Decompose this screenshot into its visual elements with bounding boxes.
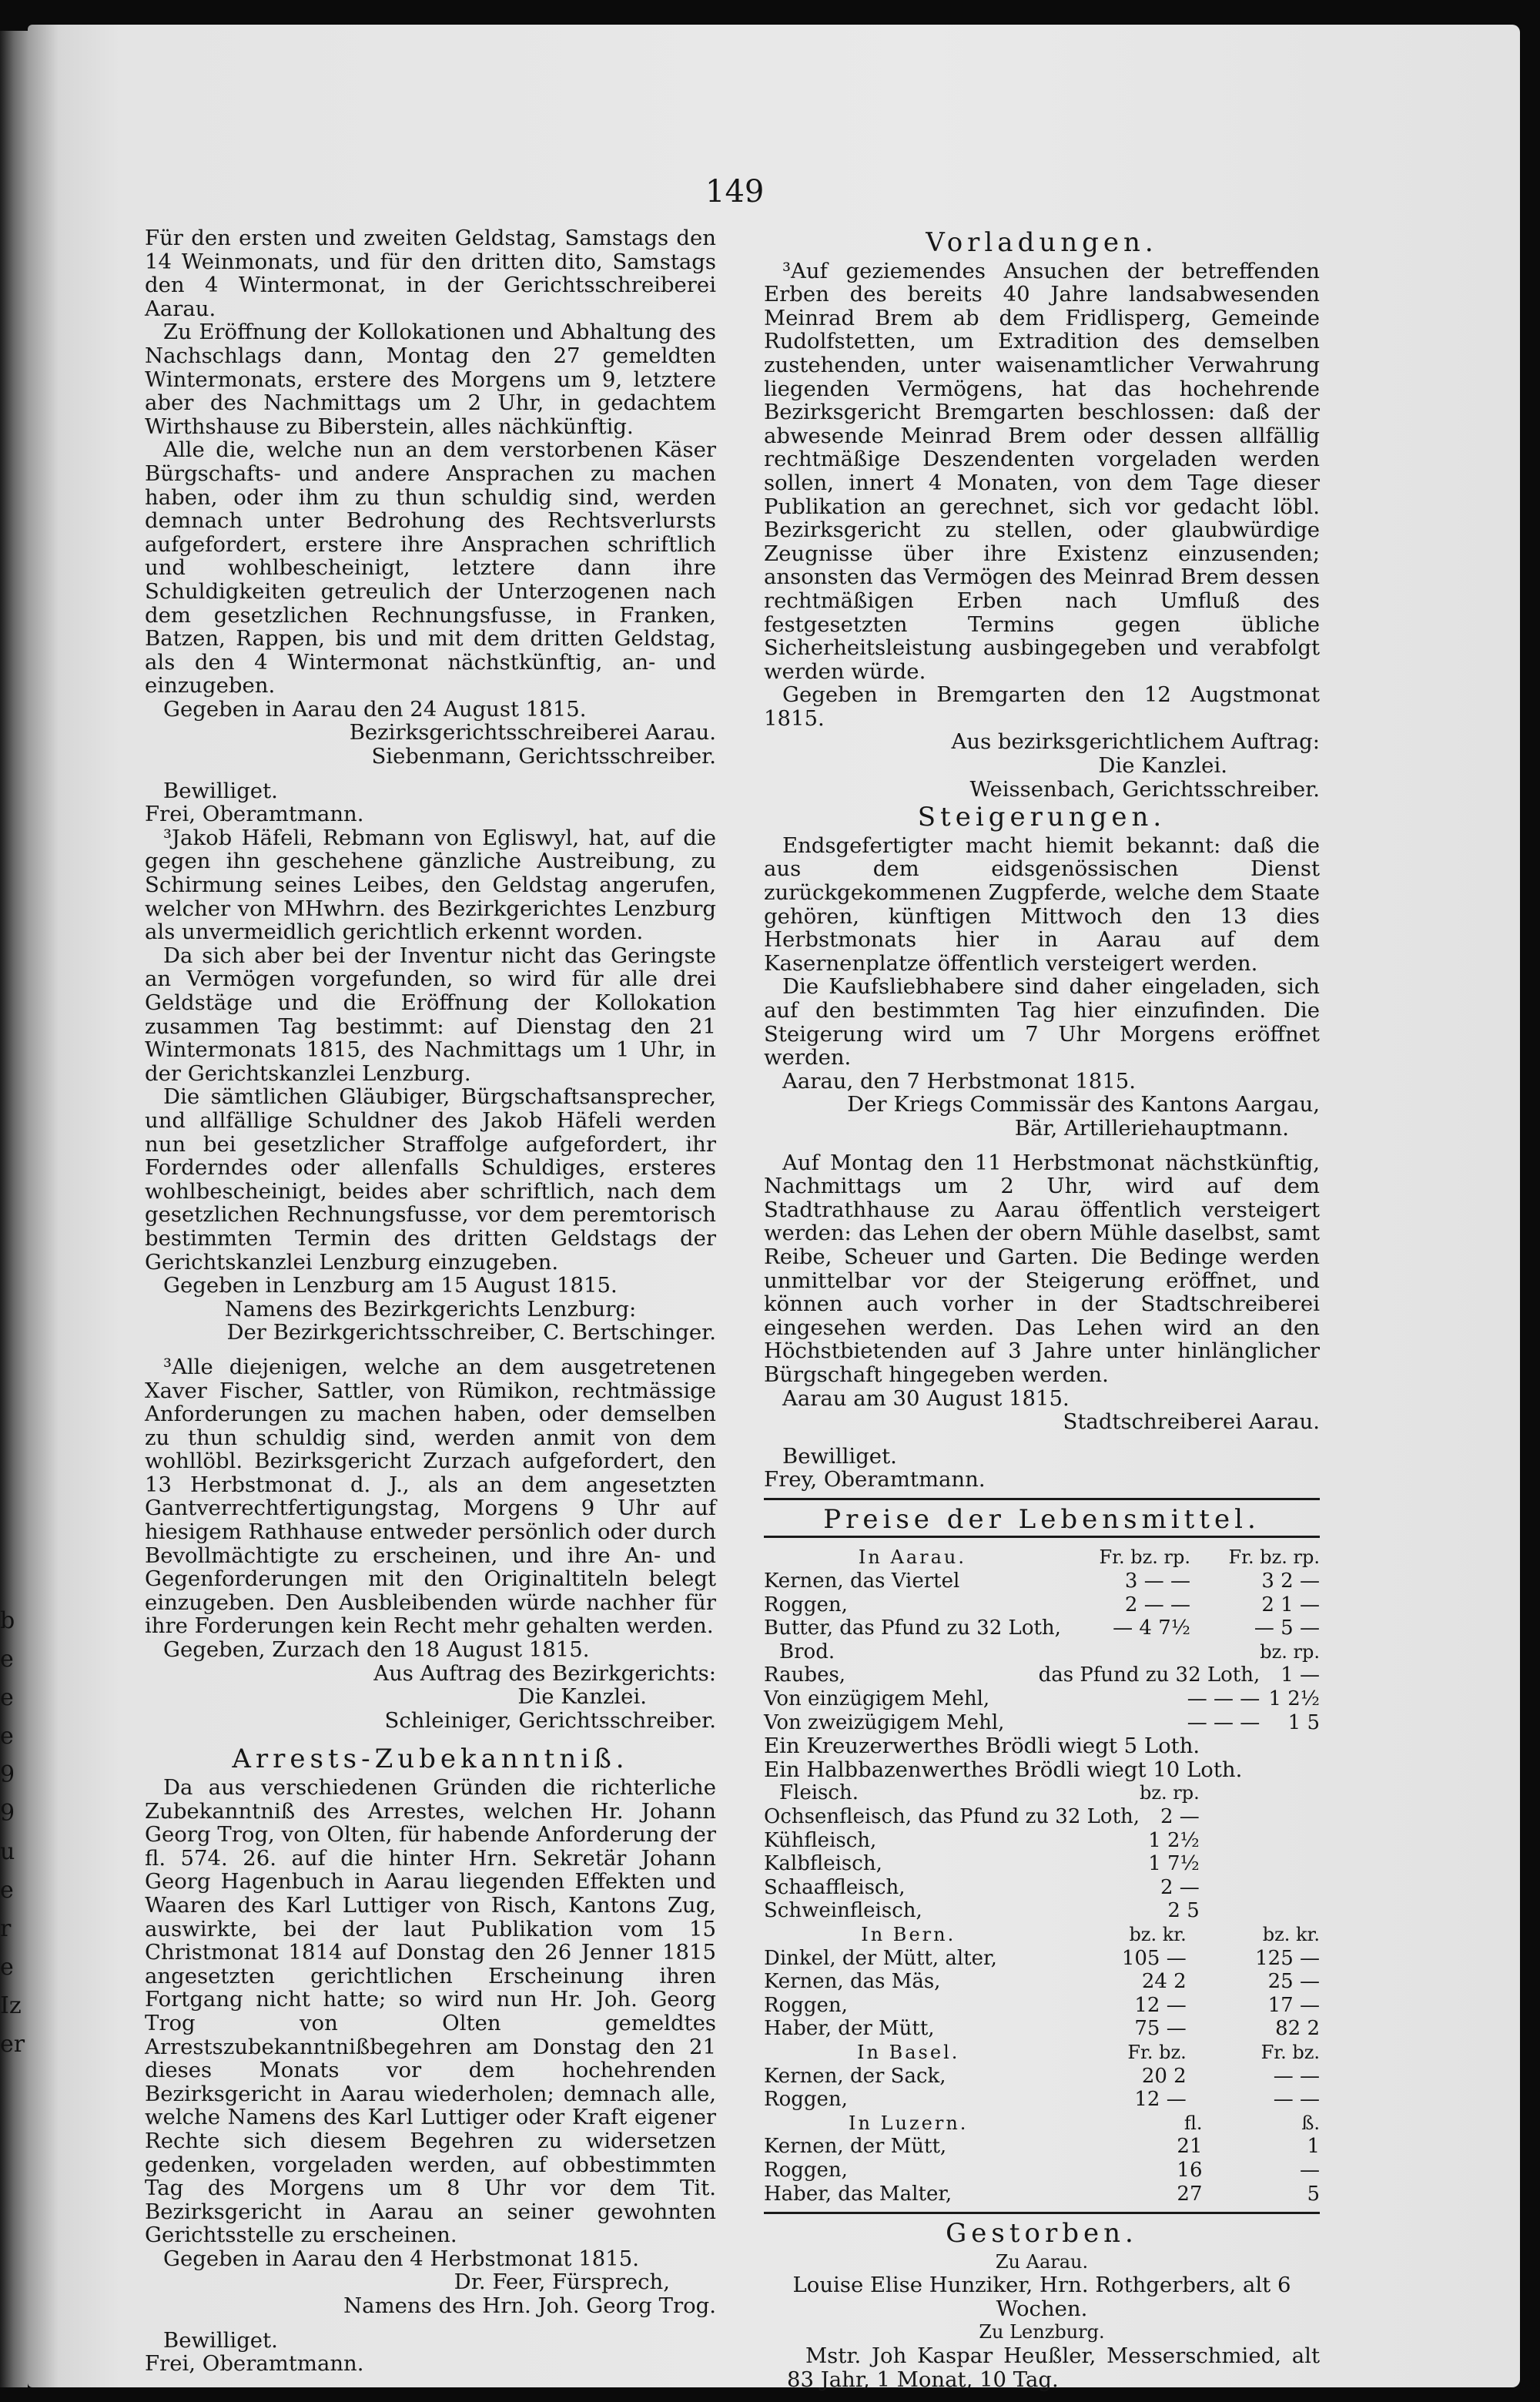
item-name: Von zweizügigem Mehl,: [764, 1710, 1005, 1734]
price-table-basel: [764, 2041, 1320, 2112]
table-row: [764, 2017, 1320, 2041]
table-header-cell: In Aarau.: [858, 1546, 966, 1569]
notice-signature: Siebenmann, Gerichtsschreiber.: [371, 744, 716, 769]
price-value: 20 2: [1141, 2064, 1187, 2088]
notice-paragraph: Da aus verschiedenen Gründen die richterliche Zubekanntniß des Arrestes, welchen Hr. Johann Georg Trog, von Olten, für habende Anforderung der fl. 574. 26. auf die hinter Hrn. Sekretär Johann Georg Hagenbuch in Aarau liegenden Effekten und Waaren des Karl Luttiger von Risch, Kantons Zug, auswirkte, bei der laut Publikation vom 15 Christmonat 1814 auf Donstag den 26 Jenner 1815 angesetzten gerichtlichen Erscheinung ihren Fortgang nicht hatte; so wird nun Hr. Joh. Georg Trog von Olten gemeldtes Arrestszubekanntnißbegehren am Donstag den 21 dieses Monats vor dem hochehrenden Bezirksgericht in Aarau wiederholen; demnach alle, welche Namens des Karl Luttiger oder Kraft eigener Rechte sich diesem Begehren zu widersetzen gedenken, vorgeladen werden, auf obbestimmten Tag des Morgens um 8 Uhr vor dem Tit. Bezirksgericht in Aarau an seiner gewohnten Gerichtsstelle zu erscheinen.: [145, 1775, 716, 2248]
section-heading-preise: Preise der Lebensmittel.: [823, 1503, 1260, 1535]
price-value: 12 —: [1134, 1993, 1187, 2017]
price-value: 1 2½: [1148, 1828, 1200, 1852]
section-heading-gestorben: Gestorben.: [946, 2218, 1138, 2250]
price-value: 2 —: [1160, 1875, 1200, 1899]
notice-signature: Die Kanzlei.: [1098, 753, 1227, 779]
price-value: — 4 7½: [1113, 1616, 1190, 1640]
table-header: [764, 1781, 1400, 1805]
item-name: Von einzügigem Mehl,: [764, 1687, 990, 1711]
table-header: [764, 1640, 1320, 1664]
price-value: —: [1300, 2158, 1320, 2182]
edge-letter: Iz: [0, 1992, 22, 2019]
item-name: Kernen, das Mäs,: [764, 1970, 941, 1994]
item-name: Roggen,: [764, 2088, 848, 2112]
edge-letter: e: [0, 1877, 14, 1904]
adjacent-page-text: [0, 1602, 28, 2064]
notice-signature: Schleiniger, Gerichtsschreiber.: [384, 1707, 716, 1733]
price-value: 2 5: [1167, 1899, 1200, 1923]
notice-date: Aarau, den 7 Herbstmonat 1815.: [782, 1068, 1136, 1094]
official-name: Frey, Oberamtmann.: [764, 1467, 986, 1492]
death-entry: Mstr. Joh Kaspar Heußler, Messerschmied, alt 83 Jahr, 1 Monat, 10 Tag.: [787, 2343, 1320, 2392]
table-header-cell: bz. kr.: [1129, 1923, 1187, 1945]
table-header-cell: Fr. bz. rp.: [1228, 1546, 1320, 1569]
price-value: 105 —: [1121, 1946, 1187, 1970]
price-value: 2 — —: [1124, 1593, 1190, 1616]
edge-letter: er: [0, 2031, 25, 2058]
price-value: 125 —: [1255, 1946, 1320, 1970]
official-name: Frei, Oberamtmann.: [145, 2351, 364, 2377]
edge-letter: e: [0, 1723, 14, 1750]
item-name: Schaaffleisch,: [764, 1875, 906, 1899]
notice-paragraph: Alle die, welche nun an dem verstorbenen Käser Bürgschafts- und andere Ansprachen zu machen haben, oder ihm zu thun schuldig sind, werden demnach unter Bedrohung des Rechtsverlursts aufgefordert, erstere ihre Ansprachen schriftlich und wohlbescheinigt, letztere dann ihre Schuldigkeiten getreulich der Unterzogenen nach dem gesetzlichen Rechnungsfusse, in Franken, Batzen, Rappen, bis und mit dem dritten Geldstag, als den 4 Wintermonat nächstkünftig, an- und einzugeben.: [145, 437, 716, 698]
price-value: 17 —: [1267, 1993, 1320, 2017]
divider: [764, 1498, 1320, 1500]
price-table-fleisch: [764, 1781, 1400, 1923]
item-name: Kernen, der Sack,: [764, 2064, 946, 2088]
notice-paragraph: Für den ersten und zweiten Geldstag, Samstags den 14 Weinmonats, und für den dritten dito, Samstags den 4 Wintermonat, in der Gerichtsschreiberei Aarau.: [145, 226, 716, 321]
notice-signature: Namens des Bezirkgerichts Lenzburg:: [224, 1296, 637, 1322]
item-name: Butter, das Pfund zu 32 Loth,: [764, 1616, 1061, 1640]
divider: [764, 1536, 1320, 1538]
price-value: 12 —: [1134, 2088, 1187, 2112]
item-name: Roggen,: [764, 1593, 848, 1616]
table-header-cell: Fr. bz. rp.: [1099, 1546, 1190, 1569]
death-entry: Louise Elise Hunziker, Hrn. Rothgerbers, alt 6 Wochen.: [792, 2273, 1291, 2321]
table-row: [764, 2135, 1320, 2159]
notice-paragraph: ³Alle diejenigen, welche an dem ausgetretenen Xaver Fischer, Sattler, von Rümikon, rechtmässige Anforderungen zu machen haben, oder demselben zu thun schuldig sind, werden anmit von dem wohllöbl. Bezirksgericht Zurzach aufgefordert, den 13 Herbstmonat d. J., als an dem angesetzten Gantverrechtfertigungstag, Morgens 9 Uhr auf hiesigem Rathhause entweder persönlich oder durch Bevollmächtigte zu erscheinen, und ihre An- und Gegenforderungen mit den Originaltiteln belegt einzugeben. Den Ausbleibenden würde nachher für ihre Forderungen kein Recht mehr gehalten werden.: [145, 1354, 716, 1639]
table-header-cell: In Luzern.: [849, 2112, 969, 2134]
item-name: Roggen,: [764, 2158, 848, 2182]
item-name: Schweinfleisch,: [764, 1899, 922, 1923]
notice-signature: Dr. Feer, Fürsprech,: [454, 2270, 670, 2295]
price-table-luzern: [764, 2112, 1320, 2206]
item-name: Kühfleisch,: [764, 1828, 877, 1852]
notice-signature: Bär, Artilleriehauptmann.: [1014, 1115, 1289, 1141]
price-value: das Pfund zu 32 Loth,: [1038, 1663, 1260, 1687]
table-row: [764, 1876, 1400, 1900]
table-row: [764, 1852, 1400, 1876]
item-name: Haber, das Malter,: [764, 2182, 952, 2206]
notice-paragraph: Zu Eröffnung der Kollokationen und Abhaltung des Nachschlags dann, Montag den 27 gemeldten Wintermonats, erstere des Morgens um 9, letztere aber des Nachmittags um 2 Uhr, in gedachtem Wirthshause zu Biberstein, alles nächkünftig.: [145, 320, 716, 439]
price-value: 25 —: [1267, 1970, 1320, 1994]
price-value: 16: [1177, 2158, 1203, 2182]
table-header-cell: In Bern.: [861, 1923, 956, 1945]
notice-signature: Stadtschreiberei Aarau.: [1063, 1409, 1320, 1435]
price-table-brod: [764, 1640, 1320, 1734]
item-name: Kalbfleisch,: [764, 1852, 882, 1876]
section-heading-vorladungen: Vorladungen.: [926, 227, 1158, 258]
notice-date: Aarau am 30 August 1815.: [782, 1385, 1070, 1411]
notice-signature: Bezirksgerichtsschreiberei Aarau.: [349, 720, 716, 745]
table-header-cell: In Basel.: [857, 2041, 960, 2063]
place-label: Zu Lenzburg.: [979, 2321, 1105, 2343]
notice-date: Gegeben in Aarau den 24 August 1815.: [163, 696, 587, 722]
table-row: [764, 1970, 1320, 1994]
notice-date: Gegeben in Lenzburg am 15 August 1815.: [163, 1273, 618, 1298]
section-heading-steigerungen: Steigerungen.: [917, 802, 1167, 833]
place-label: Zu Aarau.: [995, 2250, 1089, 2273]
notice-paragraph: Die sämtlichen Gläubiger, Bürgschaftsansprecher, und allfällige Schuldner des Jakob Häfeli werden nun bei gesetzlicher Straffolge aufgefordert, ihr Forderndes oder allenfalls Schuldiges, ersteres wohlbescheinigt, beides aber schriftlich, nach dem gesetzlichen Rechnungsfusse, vor dem peremtorisch bestimmten Termin des dritten Geldstags der Gerichtskanzlei Lenzburg einzugeben.: [145, 1084, 716, 1275]
notice-date: Gegeben in Aarau den 4 Herbstmonat 1815.: [163, 2246, 639, 2271]
newspaper-page: [28, 25, 1520, 2392]
price-table-aarau: [764, 1546, 1320, 1640]
item-name: Kernen, das Viertel: [764, 1570, 960, 1593]
notice-paragraph: ³Auf geziemendes Ansuchen der betreffenden Erben des bereits 40 Jahre landsabwesenden Meinrad Brem ab dem Fridlisperg, Gemeinde Rudolfstetten, um Extradition des demselben zustehenden, unter waisenamtlicher Verwahrung liegenden Vermögens, hat das hochehrende Bezirksgericht Bremgarten beschlossen: daß der abwesende Meinrad Brem oder dessen allfällig rechtmäßige Deszendenten vorgeladen werden sollen, innert 4 Monaten, von dem Tage dieser Publikation an gerechnet, sich vor gedacht löbl. Bezirksgericht zu stellen, oder glaubwürdige Zeugnisse über ihre Existenz einzusenden; ansonsten das Vermögen des Meinrad Brem dessen rechtmäßigen Erben nach Umfluß des festgesetzten Termins gegen übliche Sicherheitsleistung ausbingegeben und verabfolgt werden würde.: [764, 258, 1320, 684]
price-value: 21: [1177, 2135, 1203, 2159]
price-value: 1 7½: [1148, 1852, 1200, 1876]
price-value: 1 2½: [1268, 1687, 1320, 1711]
notice-date: Gegeben in Bremgarten den 12 Augstmonat 1815.: [764, 682, 1320, 731]
approval: Bewilliget.: [163, 778, 278, 803]
notice-signature: Aus Auftrag des Bezirkgerichts:: [373, 1660, 716, 1686]
price-value: — —: [1273, 2088, 1320, 2112]
price-value: 24 2: [1141, 1970, 1187, 1994]
table-row: [764, 1994, 1320, 2018]
notice-paragraph: ³Jakob Häfeli, Rebmann von Egliswyl, hat, auf die gegen ihn geschehene gänzliche Austreibung, zu Schirmung seines Leibes, den Geldstag angerufen, welcher von MHwhrn. des Bezirkgerichtes Lenzburg als unvermeidlich gerichtlich erkennt worden.: [145, 825, 716, 945]
price-value: — — —: [1187, 1710, 1260, 1734]
item-name: Raubes,: [764, 1663, 846, 1687]
brod-note: Ein Halbbazenwerthes Brödli wiegt 10 Loth.: [764, 1757, 1243, 1782]
table-row: [764, 2088, 1320, 2112]
table-row: [764, 1593, 1320, 1617]
notice-paragraph: Endsgefertigter macht hiemit bekannt: daß die aus dem eidsgenössischen Dienst zurückgekommenen Zugpferde, welche dem Staate gehören, künftigen Mittwoch den 13 dies Herbstmonats hier in Aarau auf dem Kasernenplatze öffentlich versteigert werden.: [764, 832, 1320, 976]
notice-signature: Weissenbach, Gerichtsschreiber.: [969, 776, 1320, 802]
table-header-cell: bz. kr.: [1262, 1923, 1320, 1945]
table-row: [764, 2065, 1320, 2089]
page-number: 149: [705, 174, 765, 209]
price-value: 1 5: [1287, 1710, 1320, 1734]
table-row: [764, 1687, 1320, 1711]
table-header-cell: Fr. bz.: [1127, 2041, 1187, 2063]
section-heading-arrest: Arrests-Zubekanntniß.: [232, 1744, 629, 1775]
edge-letter: 9: [0, 1800, 15, 1827]
price-value: 5: [1307, 2182, 1320, 2206]
notice-signature: Der Kriegs Commissär des Kantons Aargau,: [847, 1092, 1320, 1117]
price-value: 75 —: [1134, 2017, 1187, 2041]
divider: [764, 2212, 1320, 2214]
table-header-cell: fl.: [1183, 2112, 1203, 2134]
item-name: Roggen,: [764, 1993, 848, 2017]
official-name: Frei, Oberamtmann.: [145, 802, 364, 827]
table-row: [764, 1899, 1400, 1923]
table-header: [764, 2112, 1320, 2136]
price-value: 2 1 —: [1261, 1593, 1320, 1616]
item-name: Kernen, der Mütt,: [764, 2135, 947, 2159]
table-row: [764, 2183, 1320, 2206]
table-header: [764, 1923, 1320, 1947]
price-value: 3 2 —: [1261, 1570, 1320, 1593]
right-column: [764, 226, 1320, 2391]
table-header-cell: bz. rp.: [1140, 1782, 1200, 1804]
edge-letter: u: [0, 1838, 15, 1865]
approval: Bewilliget.: [782, 1443, 897, 1469]
item-name: Dinkel, der Mütt, alter,: [764, 1946, 997, 1970]
edge-letter: 9: [0, 1761, 15, 1788]
table-header-cell: Fr. bz.: [1260, 2041, 1320, 2063]
approval: Bewilliget.: [163, 2327, 278, 2353]
notice-signature: Aus bezirksgerichtlichem Auftrag:: [951, 729, 1320, 755]
table-row: [764, 2159, 1320, 2183]
price-value: 27: [1177, 2182, 1203, 2206]
item-name: Ochsenfleisch, das Pfund zu 32 Loth,: [764, 1805, 1140, 1828]
notice-signature: Die Kanzlei.: [517, 1684, 647, 1710]
edge-letter: e: [0, 1954, 14, 1981]
table-row: [764, 1829, 1400, 1853]
price-table-bern: [764, 1923, 1320, 2041]
table-header-cell: Fleisch.: [779, 1781, 859, 1805]
table-row: [764, 1947, 1320, 1971]
table-row: [764, 1570, 1320, 1593]
table-row: [764, 1805, 1400, 1829]
table-header-cell: Brod.: [779, 1640, 835, 1663]
edge-letter: e: [0, 1684, 14, 1711]
left-column: [145, 226, 716, 2376]
notice-date: Gegeben, Zurzach den 18 August 1815.: [163, 1637, 590, 1663]
price-value: — —: [1273, 2064, 1320, 2088]
table-row: [764, 1711, 1320, 1735]
table-header: [764, 1546, 1320, 1570]
edge-letter: b: [0, 1607, 15, 1634]
notice-paragraph: Da sich aber bei der Inventur nicht das Geringste an Vermögen vorgefunden, so wird für alle drei Geldstäge und die Eröffnung der Kollokation zusammen Tag bestimmt: auf Dienstag den 21 Wintermonats 1815, des Nachmittags um 1 Uhr, in der Gerichtskanzlei Lenzburg.: [145, 943, 716, 1086]
edge-letter: r: [0, 1915, 12, 1942]
edge-letter: e: [0, 1646, 14, 1673]
table-row: [764, 1663, 1320, 1687]
price-value: 3 — —: [1124, 1570, 1190, 1593]
notice-paragraph: Die Kaufsliebhabere sind daher eingeladen, sich auf den bestimmten Tag hier einzufinden. Die Steigerung wird um 7 Uhr Morgens eröffnet werden.: [764, 974, 1320, 1070]
price-value: 2 —: [1160, 1805, 1200, 1828]
price-value: 1: [1307, 2135, 1320, 2159]
notice-paragraph: Auf Montag den 11 Herbstmonat nächstkünftig, Nachmittags um 2 Uhr, wird auf dem Stadtrathhause zu Aarau öffentlich versteigert werden: das Lehen der obern Mühle daselbst, samt Reibe, Scheuer und Garten. Die Bedinge werden unmittelbar vor der Steigerung eröffnet, und können auch vorher in der Stadtschreiberei eingesehen werden. Das Lehen wird an den Höchstbietenden auf 3 Jahre unter hinlänglicher Bürgschaft hingegeben werden.: [764, 1150, 1320, 1387]
price-value: 82 2: [1275, 2017, 1320, 2041]
table-header-cell: ß.: [1301, 2112, 1320, 2134]
price-value: — — —: [1187, 1687, 1260, 1711]
brod-note: Ein Kreuzerwerthes Brödli wiegt 5 Loth.: [764, 1734, 1200, 1759]
table-row: [764, 1616, 1320, 1640]
table-header: [764, 2041, 1320, 2065]
notice-signature: Namens des Hrn. Joh. Georg Trog.: [343, 2293, 716, 2319]
price-value: — 5 —: [1254, 1616, 1320, 1640]
table-header-cell: bz. rp.: [1260, 1640, 1320, 1663]
notice-signature: Der Bezirkgerichtsschreiber, C. Bertschinger.: [226, 1320, 716, 1345]
item-name: Haber, der Mütt,: [764, 2017, 935, 2041]
price-value: 1 —: [1281, 1663, 1320, 1687]
